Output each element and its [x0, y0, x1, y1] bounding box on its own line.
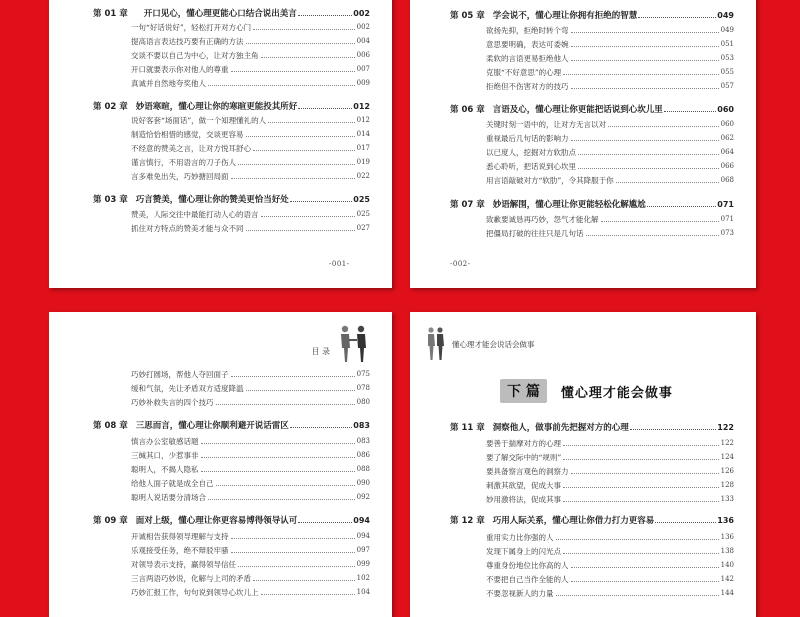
- chapter-heading[interactable]: 第 12 章 巧用人际关系，懂心理让你借力打力更容易 136: [450, 515, 734, 526]
- two-people-standing-icon: [426, 326, 446, 362]
- toc-entry[interactable]: 发现下属身上的闪光点 138: [486, 546, 734, 556]
- toc-entry[interactable]: 尊重身份地位比你高的人 140: [486, 560, 734, 570]
- toc-entry[interactable]: 制造恰恰相惜的感觉，交谈更容易 014: [131, 129, 370, 139]
- chapter-heading[interactable]: 第 02 章 妙语寒暄，懂心理让你的寒暄更能投其所好 012: [93, 101, 370, 112]
- toc-entry[interactable]: 开口就要表示你对他人的尊重 007: [131, 64, 370, 74]
- toc-page-2: [410, 0, 756, 288]
- toc-entry[interactable]: 提高语言表达技巧要有正确的方法 004: [131, 36, 370, 46]
- toc-page-4: [410, 312, 756, 617]
- toc-entry[interactable]: 致歉要诚恳再巧妙，怨气才能化解 071: [486, 214, 734, 224]
- toc-entry[interactable]: 妙用激将法，促成其事 133: [486, 494, 734, 504]
- toc-entry[interactable]: 慎言办公室敏感话题 083: [131, 436, 370, 446]
- toc-entry[interactable]: 真诚并自然地夸奖他人 009: [131, 78, 370, 88]
- toc-entry[interactable]: 意思要明确，表达可委婉 051: [486, 39, 734, 49]
- part-badge: 下 篇: [500, 379, 547, 403]
- toc-entry[interactable]: 乐观接受任务，绝不辩驳牢骚 097: [131, 545, 370, 555]
- running-header: [426, 326, 535, 362]
- chapter-heading[interactable]: 第 01 章 开口见心，懂心理更能心口结合说出美言 002: [93, 8, 370, 19]
- toc-entry[interactable]: 刺激其欲望，促成大事 128: [486, 480, 734, 490]
- header-title: 懂心理才能会说话会做事: [452, 339, 535, 349]
- toc-entry[interactable]: 三缄其口，少惹事非 086: [131, 450, 370, 460]
- page-number: -002-: [450, 260, 471, 268]
- toc-entry[interactable]: 聪明人说话要分清场合 092: [131, 492, 370, 502]
- toc-entry[interactable]: 言多难免出失，巧妙搪回局面 022: [131, 171, 370, 181]
- toc-entry[interactable]: 重视最后几句话的影响力 062: [486, 133, 734, 143]
- toc-entry[interactable]: 要了解交际中的“规则” 124: [486, 452, 734, 462]
- two-people-handshake-icon: [336, 324, 370, 364]
- toc-entry[interactable]: 三言两语巧妙说，化解与上司的矛盾 102: [131, 573, 370, 583]
- toc-entry[interactable]: 聪明人，不揭人隐私 088: [131, 464, 370, 474]
- page-number: -001-: [329, 260, 350, 268]
- chapter-heading[interactable]: 第 09 章 面对上级，懂心理让你更容易博得领导认可 094: [93, 515, 370, 526]
- chapter-heading[interactable]: 第 06 章 言语及心，懂心理让你更能把话说到心坎儿里 060: [450, 104, 734, 115]
- toc-entry[interactable]: 拒绝但不伤害对方的技巧 057: [486, 81, 734, 91]
- part-title-block: [500, 380, 673, 402]
- toc-entry[interactable]: 关键时刻一语中的，让对方无言以对 060: [486, 119, 734, 129]
- toc-entry[interactable]: 不经意的赞美之言，让对方悦耳舒心 017: [131, 143, 370, 153]
- toc-entry[interactable]: 对领导表示支持，赢得领导信任 099: [131, 559, 370, 569]
- toc-entry[interactable]: 抓住对方特点的赞美才能与众不同 027: [131, 223, 370, 233]
- chapter-heading[interactable]: 第 11 章 洞察他人，做事前先把握对方的心理 122: [450, 422, 734, 433]
- toc-entry[interactable]: 巧妙汇报工作，句句说到领导心坎儿上 104: [131, 587, 370, 597]
- toc-entry[interactable]: 要具备察言观色的洞察力 126: [486, 466, 734, 476]
- toc-entry[interactable]: 巧妙打圆场，帮他人夺回面子 075: [131, 369, 370, 379]
- chapter-heading[interactable]: 第 07 章 妙语解围，懂心理让你更能轻松化解尴尬 071: [450, 199, 734, 210]
- toc-entry[interactable]: 给他人面子就是成全自己 090: [131, 478, 370, 488]
- toc-entry[interactable]: 赞美，人际交往中最能打动人心的语言 025: [131, 209, 370, 219]
- chapter-heading[interactable]: 第 05 章 学会说不，懂心理让你拥有拒绝的智慧 049: [450, 10, 734, 21]
- toc-entry[interactable]: 不要把自己当作全能的人 142: [486, 574, 734, 584]
- toc-entry[interactable]: 柔软的言语更易拒绝他人 053: [486, 53, 734, 63]
- toc-entry[interactable]: 重用实力比你强的人 136: [486, 532, 734, 542]
- chapter-heading[interactable]: 第 08 章 三思而言，懂心理让你顺利避开说话雷区 083: [93, 420, 370, 431]
- toc-entry[interactable]: 要善于揣摩对方的心理 122: [486, 438, 734, 448]
- toc-entry[interactable]: 以已度人，挖掘对方软肋点 064: [486, 147, 734, 157]
- toc-entry[interactable]: 用言语敲破对方“软肋”，令其降服于你 068: [486, 175, 734, 185]
- part-title: 懂心理才能会做事: [560, 385, 673, 401]
- toc-entry[interactable]: 把僵局打破的往往只是几句话 073: [486, 228, 734, 238]
- toc-entry[interactable]: 谨言慎行，不用语言的刀子伤人 019: [131, 157, 370, 167]
- toc-page-1: [49, 0, 392, 288]
- toc-entry[interactable]: 交谈不要以自己为中心，让对方独主角 006: [131, 50, 370, 60]
- toc-entry[interactable]: 不要忽视新人的力量 144: [486, 588, 734, 598]
- running-header: [311, 338, 370, 364]
- toc-entry[interactable]: 欲扬先抑，拒绝时转个弯 049: [486, 25, 734, 35]
- toc-page-3: [49, 312, 392, 617]
- toc-entry[interactable]: 巧妙补救失言的四个技巧 080: [131, 397, 370, 407]
- toc-entry[interactable]: 开诚相告获得领导理解与支持 094: [131, 531, 370, 541]
- toc-entry[interactable]: 克服“不好意思”的心理 055: [486, 67, 734, 77]
- toc-entry[interactable]: 一句“好话说好”，轻松打开对方心门 002: [131, 22, 370, 32]
- toc-entry[interactable]: 说好客套“场面话”，做一个知理懂礼的人 012: [131, 115, 370, 125]
- chapter-heading[interactable]: 第 03 章 巧言赞美，懂心理让你的赞美更恰当好处 025: [93, 194, 370, 205]
- header-title: 目 录: [311, 346, 330, 356]
- toc-entry[interactable]: 缓和气氛，先让矛盾双方适度降温 078: [131, 383, 370, 393]
- toc-entry[interactable]: 悉心聆听，把话说到心坎里 066: [486, 161, 734, 171]
